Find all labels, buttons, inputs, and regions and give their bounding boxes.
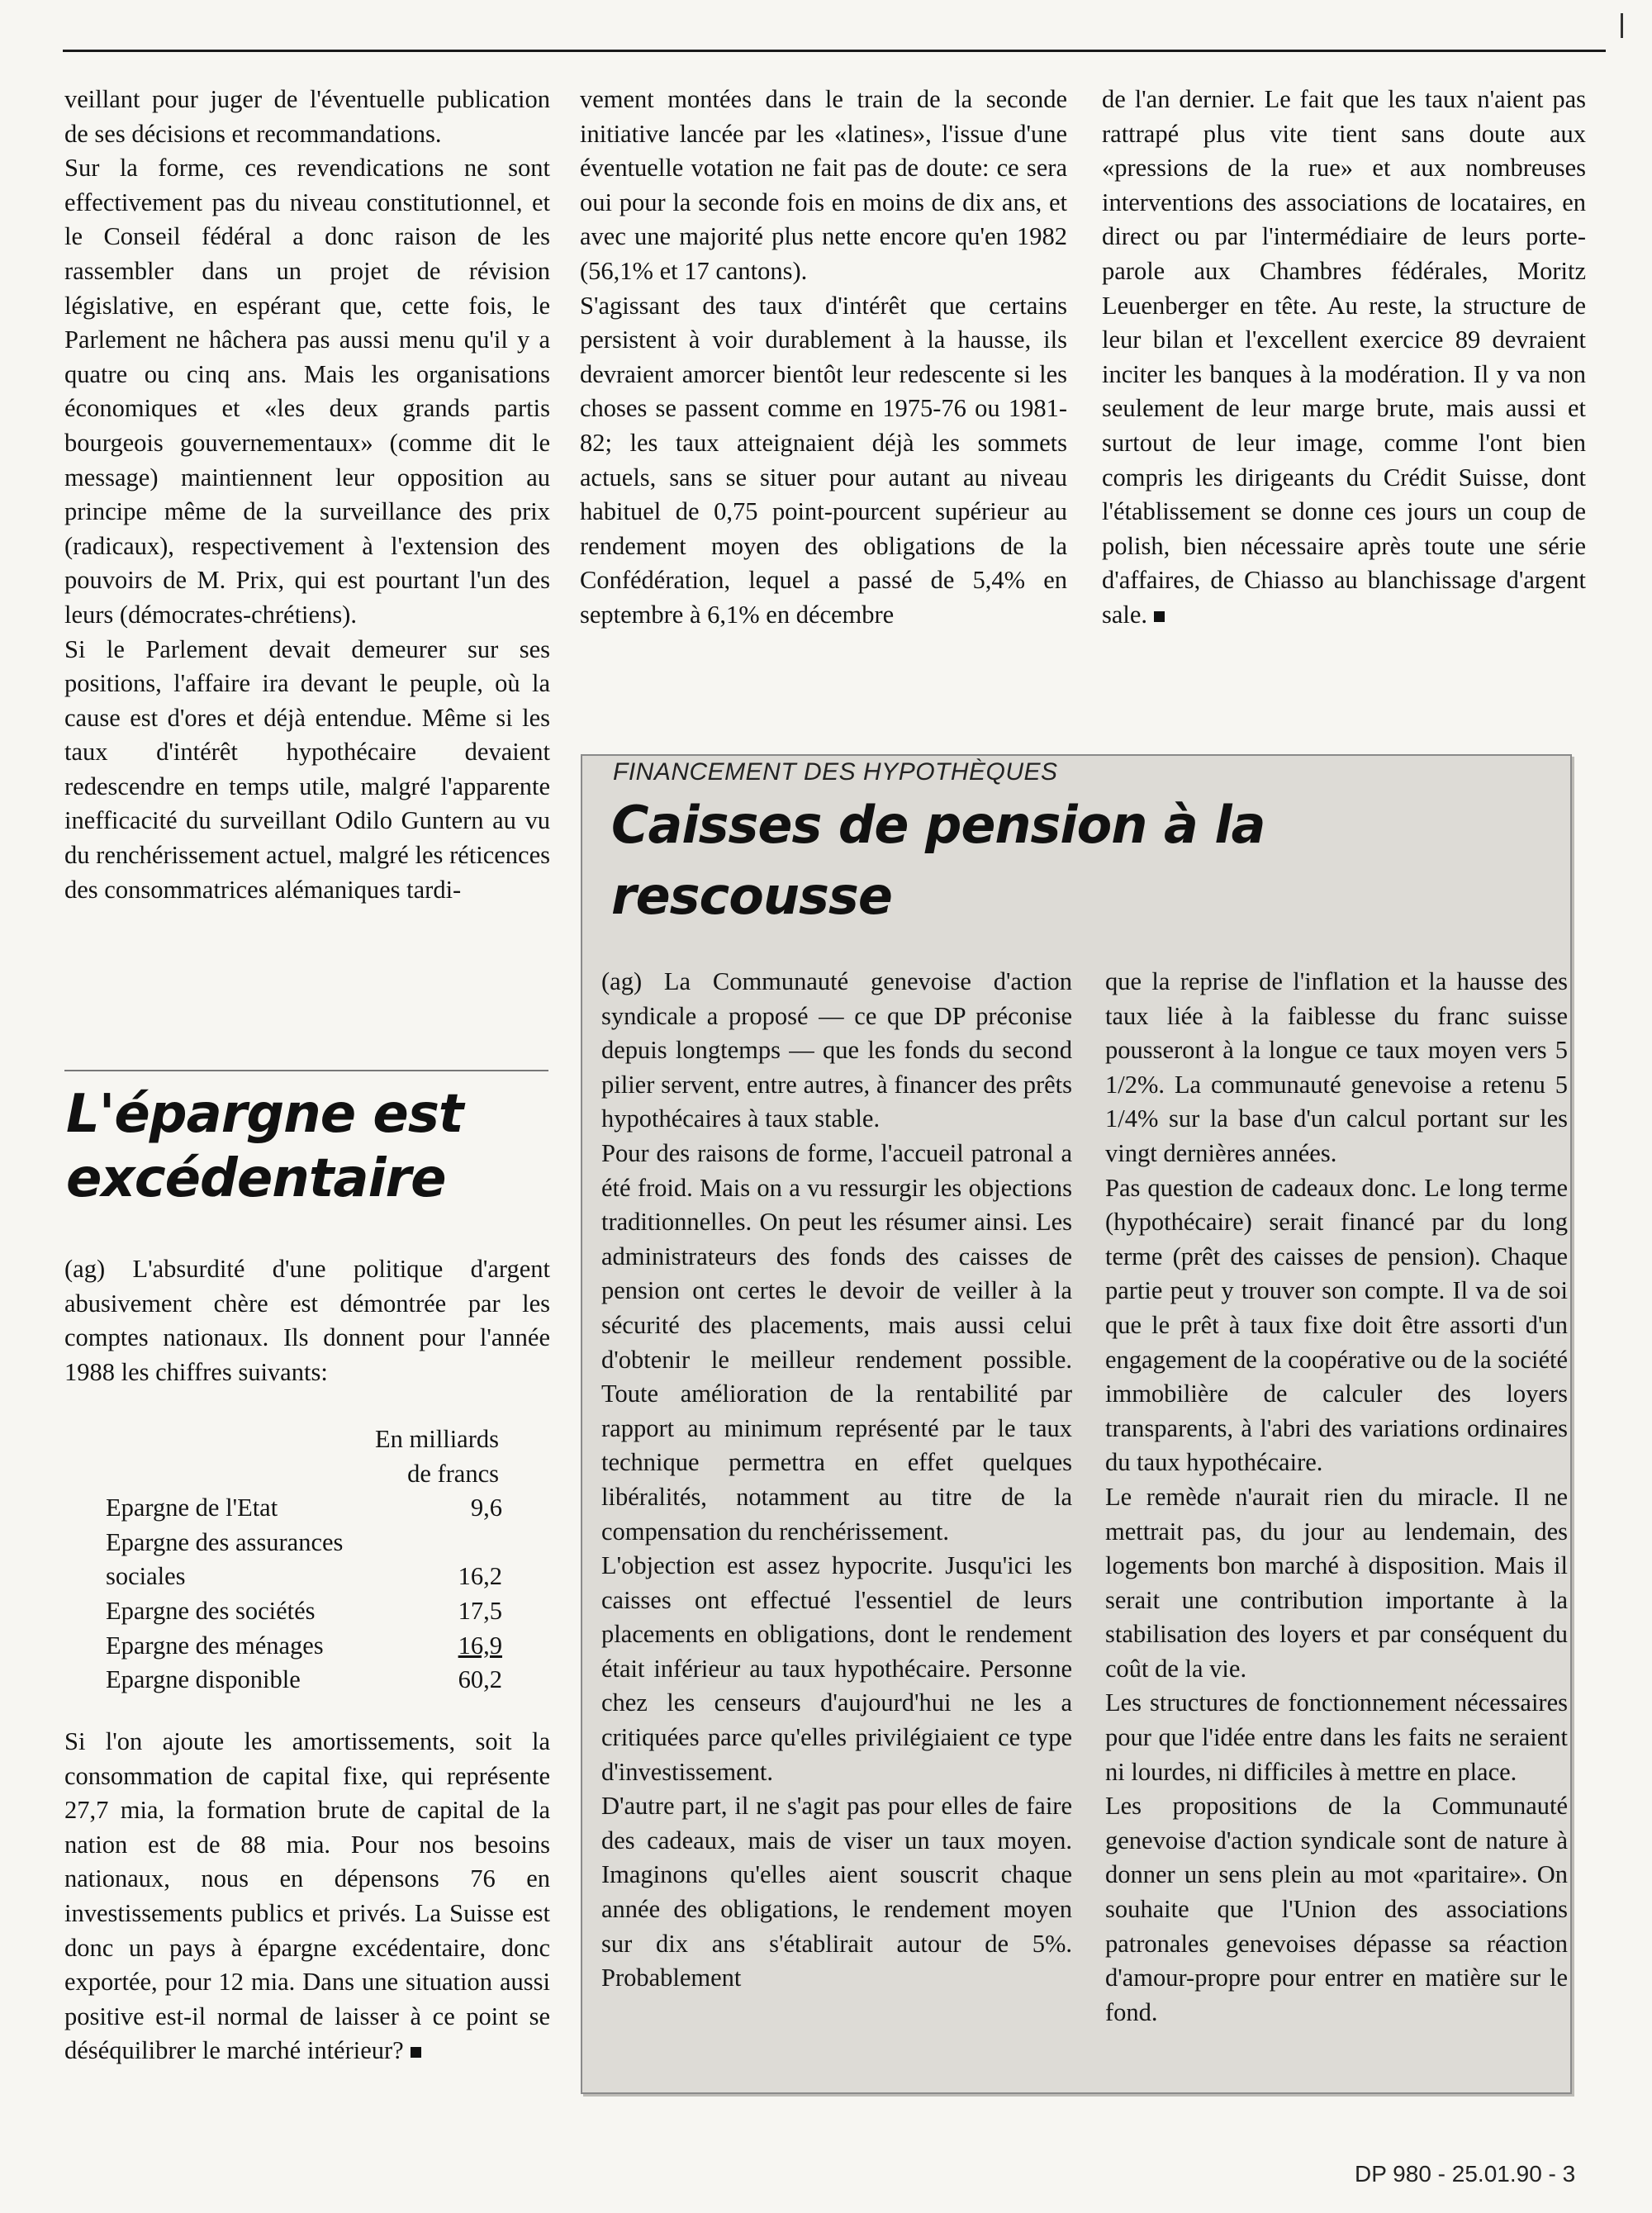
section-rule: [64, 1070, 548, 1071]
row-label: Epargne des sociétés: [106, 1596, 316, 1625]
row-value: [428, 1526, 502, 1560]
article-column-1: [64, 83, 550, 907]
table-unit-line: En milliards: [375, 1425, 499, 1453]
paragraph: Les structures de fonctionnement nécessaires pour que l'idée entre dans les faits ne seraient ni lourdes, ni difficiles à mettre en place.: [1105, 1688, 1568, 1786]
row-label: Epargne de l'Etat: [106, 1494, 278, 1522]
top-rule: [63, 50, 1606, 52]
article-headline: L'épargne est excédentaire: [66, 1084, 463, 1209]
table-row: [106, 1629, 502, 1664]
table-unit-line: de francs: [407, 1459, 499, 1488]
row-label: Epargne des assurances: [106, 1527, 344, 1556]
row-label: Epargne des ménages: [106, 1631, 324, 1660]
paragraph-text: Si l'on ajoute les amortissements, soit la consommation de capital fixe, qui représente 27,7 mia, la formation brute de capital de la nation est de 88 mia. Pour nos besoins nationaux, nous en dépensons 76 en investissements publics et privés. La Suisse est donc un pays à épargne excédentaire, donc exportée, pour 12 mia. Dans une situation aussi positive est-il normal de laisser à ce point se déséquilibrer le marché intérieur?: [64, 1727, 550, 2065]
row-value: 17,5: [458, 1596, 502, 1625]
table-row: [106, 1526, 502, 1560]
article-column-3: [1102, 83, 1586, 633]
row-label: Epargne disponible: [106, 1665, 301, 1694]
paragraph: Le remède n'aurait rien du miracle. Il ne mettrait pas, du jour au lendemain, des logements bon marché à disposition. Mais il serait une contribution importante à la stabilisation des loyers et par conséquent du coût de la vie.: [1105, 1482, 1568, 1683]
row-value: 9,6: [470, 1494, 502, 1522]
box-column-1: [601, 965, 1072, 1996]
paragraph: que la reprise de l'inflation et la hausse des taux liée à la faiblesse du franc suisse pousseront à la longue ce taux moyen vers 5 1/2%. La communauté genevoise a retenu 5 1/4% sur la base d'un calcul portant sur les vingt dernières années.: [1105, 967, 1568, 1167]
article-headline: Caisses de pension à la rescousse: [611, 795, 1265, 926]
article-body: [64, 1725, 550, 2068]
paragraph: Si le Parlement devait demeurer sur ses positions, l'affaire ira devant le peuple, où la cause est d'ores et déjà entendue. Même si les taux d'intérêt hypothécaire devaient redescendre en temps utile, malgré l'apparente inefficacité du surveillant Odilo Guntern au vu du renchérissement actuel, malgré les réticences des consommatrices alémaniques tardi-: [64, 634, 550, 904]
crop-mark: [1621, 13, 1623, 38]
table-row: [106, 1560, 502, 1594]
paragraph: [64, 1725, 550, 2068]
paragraph: (ag) La Communauté genevoise d'action syndicale a proposé — ce que DP préconise depuis longtemps — que les fonds du second pilier servent, entre autres, à financer des prêts hypothécaires à taux stable.: [601, 967, 1072, 1133]
table-row: [106, 1594, 502, 1629]
article-column-2: [580, 83, 1067, 633]
page-footer: DP 980 - 25.01.90 - 3: [1355, 2161, 1576, 2187]
paragraph: S'agissant des taux d'intérêt que certains persistent à voir durablement à la hausse, ils devraient amorcer bientôt leur redescente si les choses se passent comme en 1975-76 ou 1981-82; les taux atteignaient déjà les sommets actuels, sans se situer pour autant au niveau habituel de 0,75 point-pourcent supérieur au rendement moyen des obligations de la Confédération, lequel a passé de 5,4% en septembre à 6,1% en décembre: [580, 291, 1067, 629]
table-row-total: [106, 1663, 502, 1698]
paragraph: D'autre part, il ne s'agit pas pour elles de faire des cadeaux, mais de viser un taux moyen. Imaginons qu'elles aient souscrit chaque année des obligations, le rendement moyen sur dix ans s'établirait autour de 5%. Probablement: [601, 1792, 1072, 1992]
savings-table: [106, 1422, 502, 1698]
table-row: [106, 1491, 502, 1526]
paragraph: [1102, 83, 1586, 633]
row-value: 16,2: [458, 1562, 502, 1591]
row-value: 16,9: [458, 1631, 502, 1660]
end-of-article-mark: [411, 2047, 421, 2058]
paragraph: vement montées dans le train de la seconde initiative lancée par les «latines», l'issue d'une éventuelle votation ne fait pas de doute: ce sera oui pour la seconde fois en moins de dix ans, et avec une majorité plus nette encore qu'en 1982 (56,1% et 17 cantons).: [580, 85, 1067, 285]
article-kicker: FINANCEMENT DES HYPOTHÈQUES: [613, 758, 1058, 786]
paragraph: Pas question de cadeaux donc. Le long terme (hypothécaire) serait financé par du long terme (prêt des caisses de pension). Chaque partie peut y trouver son compte. Il va de soi que le prêt à taux fixe doit être assorti d'un engagement de la coopérative ou de la société immobilière de calculer des loyers transparents, à l'abri des variations ordinaires du taux hypothécaire.: [1105, 1173, 1568, 1477]
paragraph: Les propositions de la Communauté genevoise d'action syndicale sont de nature à donner un sens plein au mot «paritaire». On souhaite que l'Union des associations patronales genevoises dépasse sa réaction d'amour-propre pour entrer en matière sur le fond.: [1105, 1792, 1568, 2026]
box-column-2: [1105, 965, 1568, 2030]
end-of-article-mark: [1154, 611, 1165, 622]
article-intro: (ag) L'absurdité d'une politique d'argent abusivement chère est démontrée par les comptes nationaux. Ils donnent pour l'année 1988 les chiffres suivants:: [64, 1255, 550, 1386]
paragraph: Sur la forme, ces revendications ne sont effectivement pas du niveau constitutionnel, et le Conseil fédéral a donc raison de les rassembler dans un projet de révision législative, en espérant que, cette fois, le Parlement ne hâchera pas aussi menu qu'il y a quatre ou cinq ans. Mais les organisations économiques et «les deux grands partis bourgeois gouvernementaux» (comme dit le message) maintiennent leur opposition au principe même de la surveillance des prix (radicaux), respectivement à l'extension des pouvoirs de M. Prix, qui est pourtant l'un des leurs (démocrates-chrétiens).: [64, 154, 550, 629]
paragraph-text: de l'an dernier. Le fait que les taux n'aient pas rattrapé plus vite tient sans doute aux «pressions de la rue» et aux nombreuses interventions des associations de locataires, en direct ou par l'intermédiaire de leurs porte-parole aux Chambres fédérales, Moritz Leuenberger en tête. Au reste, la structure de leur bilan et l'excellent exercice 89 devraient inciter les banques à la modération. Il y va non seulement de leur marge brute, mais aussi et surtout de leur image, comme l'ont bien compris les dirigeants du Crédit Suisse, dont l'établissement se donne ces jours un coup de polish, bien nécessaire après toute une série d'affaires, de Chiasso au blanchissage d'argent sale.: [1102, 85, 1586, 629]
paragraph: veillant pour juger de l'éventuelle publication de ses décisions et recommandations.: [64, 85, 550, 148]
row-label: sociales: [106, 1562, 186, 1591]
row-value: 60,2: [458, 1665, 502, 1694]
paragraph: L'objection est assez hypocrite. Jusqu'ici les caisses ont effectué l'essentiel de leurs placements en obligations, dont le rendement était inférieur au taux hypothécaire. Personne chez les censeurs d'aujourd'hui ne les a critiquées parce qu'elles privilégiaient ce type d'investissement.: [601, 1551, 1072, 1786]
paragraph: Pour des raisons de forme, l'accueil patronal a été froid. Mais on a vu ressurgir les objections traditionnelles. On peut les résumer ainsi. Les administrateurs des fonds des caisses de pension ont certes le devoir de veiller à la sécurité des placements, mais aussi celui d'obtenir le meilleur rendement possible. Toute amélioration de la rentabilité par rapport au minimum représenté par le taux technique permettra en effet quelques libéralités, notamment au titre de la compensation du renchérissement.: [601, 1138, 1072, 1546]
